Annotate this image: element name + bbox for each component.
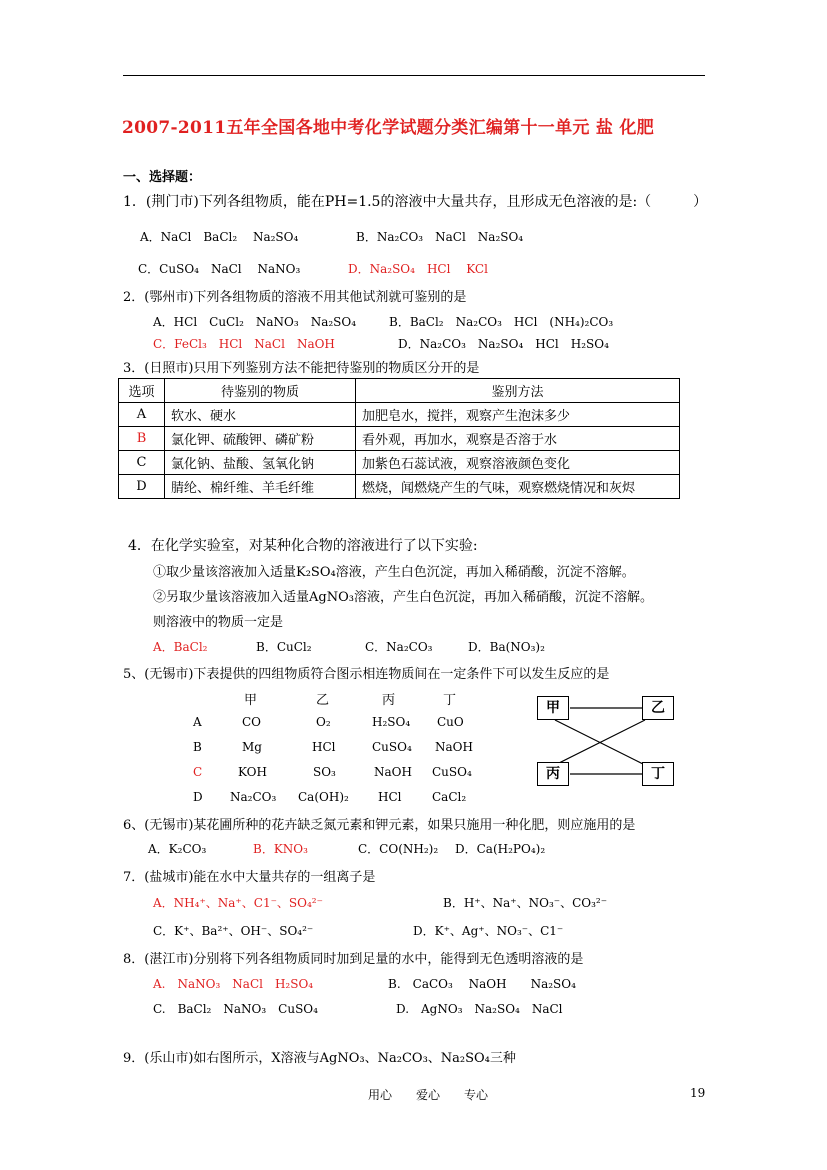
diagram-node-ding: 丁 <box>642 762 674 786</box>
table-cell: Ca(OH)₂ <box>298 790 349 804</box>
q6-option-c: C．CO(NH₂)₂ <box>358 842 439 856</box>
q5-row-label: A <box>193 715 202 729</box>
q6-option-b: B．KNO₃ <box>253 842 308 856</box>
table-cell: 加紫色石蕊试液，观察溶液颜色变化 <box>356 451 680 475</box>
q5-col-header: 甲 <box>244 693 258 708</box>
table-cell: KOH <box>238 765 267 779</box>
q1-option-b: B．Na₂CO₃ NaCl Na₂SO₄ <box>356 230 524 244</box>
q4-option-b: B．CuCl₂ <box>256 640 312 654</box>
table-header: 鉴别方法 <box>356 379 680 403</box>
table-cell: NaOH <box>374 765 412 779</box>
q4-option-a: A．BaCl₂ <box>153 640 208 654</box>
q2-option-c: C．FeCl₃ HCl NaCl NaOH <box>153 337 335 351</box>
q7-option-d: D．K⁺、Ag⁺、NO₃⁻、C1⁻ <box>413 924 564 938</box>
diagram-node-bing: 丙 <box>537 762 569 786</box>
table-header: 待鉴别的物质 <box>165 379 356 403</box>
table-cell: CaCl₂ <box>432 790 467 804</box>
table-cell: CuSO₄ <box>372 740 412 754</box>
q5-stem: 5、(无锡市)下表提供的四组物质符合图示相连物质间在一定条件下可以发生反应的是 <box>123 667 610 682</box>
q2-option-a: A．HCl CuCl₂ NaNO₃ Na₂SO₄ <box>153 315 357 329</box>
q4-conclusion: 则溶液中的物质一定是 <box>153 615 284 630</box>
page-number: 19 <box>690 1086 706 1100</box>
q6-stem: 6、(无锡市)某花圃所种的花卉缺乏氮元素和钾元素，如果只施用一种化肥，则应施用的是 <box>123 818 636 833</box>
q8-stem: 8．(湛江市)分别将下列各组物质同时加到足量的水中，能得到无色透明溶液的是 <box>123 952 584 967</box>
table-cell: A <box>119 403 165 427</box>
table-cell: 腈纶、棉纤维、羊毛纤维 <box>165 475 356 499</box>
q1-option-d: D．Na₂SO₄ HCl KCl <box>348 262 488 276</box>
table-header: 选项 <box>119 379 165 403</box>
q2-option-d: D．Na₂CO₃ Na₂SO₄ HCl H₂SO₄ <box>398 337 609 351</box>
q7-option-c: C．K⁺、Ba²⁺、OH⁻、SO₄²⁻ <box>153 924 314 938</box>
q1-option-c: C．CuSO₄ NaCl NaNO₃ <box>138 262 301 276</box>
q5-row-label: D <box>193 790 203 804</box>
q5-col-header: 乙 <box>316 693 330 708</box>
header-rule <box>123 75 705 76</box>
table-cell: 加肥皂水，搅拌，观察产生泡沫多少 <box>356 403 680 427</box>
q6-option-d: D．Ca(H₂PO₄)₂ <box>455 842 546 856</box>
q5-col-header: 丁 <box>443 693 457 708</box>
footer-motto: 用心 爱心 专心 <box>368 1088 489 1102</box>
q4-step-1: ①取少量该溶液加入适量K₂SO₄溶液，产生白色沉淀，再加入稀硝酸，沉淀不溶解。 <box>153 565 635 580</box>
table-cell: CuSO₄ <box>432 765 472 779</box>
q9-stem: 9．(乐山市)如右图所示，X溶液与AgNO₃、Na₂CO₃、Na₂SO₄三种 <box>123 1051 516 1066</box>
table-cell: HCl <box>312 740 336 754</box>
q5-col-header: 丙 <box>382 693 396 708</box>
table-cell: H₂SO₄ <box>372 715 411 729</box>
q2-stem: 2．(鄂州市)下列各组物质的溶液不用其他试剂就可鉴别的是 <box>123 290 467 305</box>
table-cell: Na₂CO₃ <box>230 790 277 804</box>
table-cell: Mg <box>242 740 262 754</box>
table-cell: SO₃ <box>313 765 336 779</box>
q4-option-d: D．Ba(NO₃)₂ <box>468 640 545 654</box>
q8-option-a: A. NaNO₃ NaCl H₂SO₄ <box>153 977 314 991</box>
table-cell: B <box>119 427 165 451</box>
table-cell: C <box>119 451 165 475</box>
table-header-row <box>119 379 680 403</box>
page-title: 2007-2011五年全国各地中考化学试题分类汇编第十一单元 盐 化肥 <box>122 118 655 138</box>
table-cell: 软水、硬水 <box>165 403 356 427</box>
table-row <box>119 427 680 451</box>
table-cell: CO <box>242 715 262 729</box>
table-row <box>119 451 680 475</box>
q4-stem: 4．在化学实验室，对某种化合物的溶液进行了以下实验: <box>128 538 478 554</box>
table-cell: HCl <box>378 790 402 804</box>
diagram-node-jia: 甲 <box>537 696 569 720</box>
q8-option-b: B. CaCO₃ NaOH Na₂SO₄ <box>388 977 576 991</box>
diagram-node-yi: 乙 <box>642 696 674 720</box>
q5-row-label: B <box>193 740 202 754</box>
table-row <box>119 403 680 427</box>
q3-table <box>118 378 680 499</box>
q6-option-a: A．K₂CO₃ <box>148 842 207 856</box>
table-cell: O₂ <box>316 715 331 729</box>
table-cell: NaOH <box>435 740 473 754</box>
q2-option-b: B．BaCl₂ Na₂CO₃ HCl (NH₄)₂CO₃ <box>389 315 614 329</box>
table-cell: CuO <box>437 715 464 729</box>
table-row <box>119 475 680 499</box>
q7-option-b: B．H⁺、Na⁺、NO₃⁻、CO₃²⁻ <box>443 896 608 910</box>
q1-stem: 1．(荆门市)下列各组物质，能在PH=1.5的溶液中大量共存，且形成无色溶液的是:（ ） <box>123 194 708 210</box>
q4-step-2: ②另取少量该溶液加入适量AgNO₃溶液，产生白色沉淀，再加入稀硝酸，沉淀不溶解。 <box>153 590 653 605</box>
section-heading: 一、选择题： <box>123 170 202 185</box>
q7-option-a: A．NH₄⁺、Na⁺、C1⁻、SO₄²⁻ <box>153 896 323 910</box>
q8-option-c: C. BaCl₂ NaNO₃ CuSO₄ <box>153 1002 318 1016</box>
q1-option-a: A．NaCl BaCl₂ Na₂SO₄ <box>140 230 299 244</box>
table-cell: 看外观，再加水，观察是否溶于水 <box>356 427 680 451</box>
table-cell: 氯化钠、盐酸、氢氧化钠 <box>165 451 356 475</box>
table-cell: D <box>119 475 165 499</box>
table-cell: 氯化钾、硫酸钾、磷矿粉 <box>165 427 356 451</box>
q5-row-label: C <box>193 765 203 779</box>
q4-option-c: C．Na₂CO₃ <box>365 640 433 654</box>
q8-option-d: D. AgNO₃ Na₂SO₄ NaCl <box>396 1002 563 1016</box>
q3-stem: 3．(日照市)只用下列鉴别方法不能把待鉴别的物质区分开的是 <box>123 361 480 376</box>
q7-stem: 7．(盐城市)能在水中大量共存的一组离子是 <box>123 870 376 885</box>
table-cell: 燃烧，闻燃烧产生的气味，观察燃烧情况和灰烬 <box>356 475 680 499</box>
